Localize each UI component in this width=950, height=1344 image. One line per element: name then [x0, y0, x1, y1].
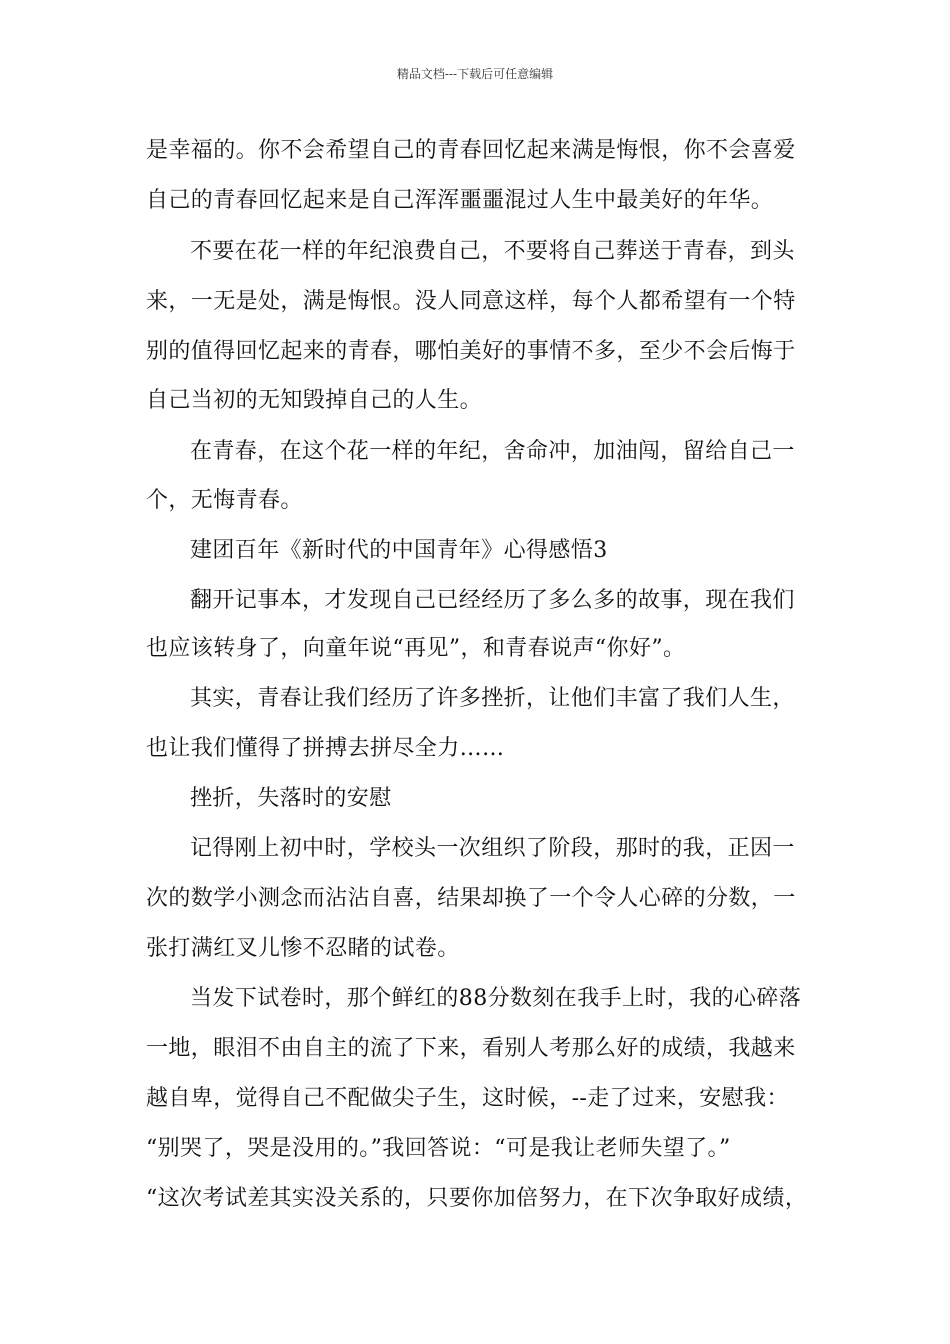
text-line: 次的数学小测念而沾沾自喜，结果却换了一个令人心碎的分数，一: [146, 886, 796, 911]
text-line: 当发下试卷时，那个鲜红的88分数刻在我手上时，我的心碎落: [190, 986, 802, 1011]
page-header: 精品文档---下载后可任意编辑: [396, 67, 554, 81]
text-line: 记得刚上初中时，学校头一次组织了阶段，那时的我，正因一: [190, 836, 795, 861]
text-line: 也让我们懂得了拼搏去拼尽全力……: [146, 736, 505, 761]
text-line: 越自卑，觉得自己不配做尖子生，这时候，--走了过来，安慰我：: [146, 1086, 789, 1111]
text-line: 张打满红叉儿惨不忍睹的试卷。: [146, 936, 460, 961]
text-line: “别哭了，哭是没用的。”我回答说：“可是我让老师失望了。”: [146, 1136, 731, 1161]
text-line: 一地，眼泪不由自主的流了下来，看别人考那么好的成绩，我越来: [146, 1036, 796, 1061]
text-line: 是幸福的。你不会希望自己的青春回忆起来满是悔恨，你不会喜爱: [146, 138, 796, 163]
text-line: 在青春，在这个花一样的年纪，舍命冲，加油闯，留给自己一: [190, 439, 795, 464]
text-line: 其实，青春让我们经历了许多挫折，让他们丰富了我们人生，: [190, 686, 795, 711]
text-line: 个，无悔青春。: [146, 488, 303, 513]
text-line: 不要在花一样的年纪浪费自己，不要将自己葬送于青春，到头: [190, 239, 795, 264]
text-line: 也应该转身了，向童年说“再见”，和青春说声“你好”。: [146, 636, 686, 661]
text-line: 翻开记事本，才发现自己已经经历了多么多的故事，现在我们: [190, 588, 795, 613]
section-heading: 建团百年《新时代的中国青年》心得感悟3: [190, 538, 608, 563]
text-line: 自己当初的无知毁掉自己的人生。: [146, 388, 483, 413]
text-line: “这次考试差其实没关系的，只要你加倍努力，在下次争取好成绩，: [146, 1186, 808, 1211]
text-line: 挫折，失落时的安慰: [190, 786, 392, 811]
text-line: 来，一无是处，满是悔恨。没人同意这样，每个人都希望有一个特: [146, 289, 796, 314]
text-line: 自己的青春回忆起来是自己浑浑噩噩混过人生中最美好的年华。: [146, 188, 774, 213]
text-line: 别的值得回忆起来的青春，哪怕美好的事情不多，至少不会后悔于: [146, 339, 796, 364]
